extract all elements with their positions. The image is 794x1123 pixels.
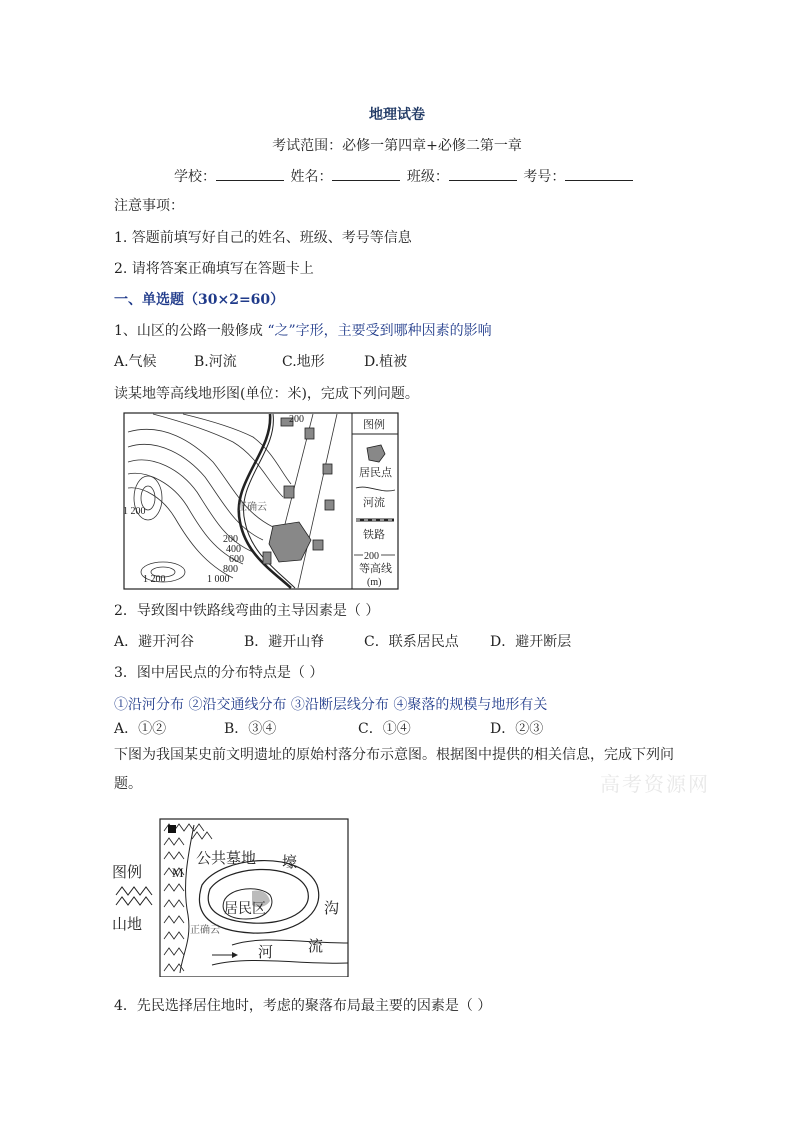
map-1-intro: 读某地等高线地形图(单位：米)，完成下列问题。 [114, 386, 419, 402]
contour-label-1200-bottom: 1 200 [143, 574, 166, 585]
contour-label-1000: 1 000 [207, 574, 230, 585]
legend-unit: (m) [367, 577, 382, 588]
contour-label-800: 800 [223, 564, 238, 575]
contour-label-200-top: 200 [289, 414, 304, 425]
question-3-statements: ①沿河分布 ②沿交通线分布 ③沿断层线分布 ④聚落的规模与地形有关 [114, 697, 548, 713]
legend-contour: 等高线 [359, 563, 392, 575]
moat-label-hao: 壕 [282, 855, 298, 871]
moat-label-gou: 沟 [324, 901, 340, 917]
settlement-map [112, 815, 352, 977]
question-3-option-d[interactable]: D．②③ [490, 721, 544, 737]
river-label-liu: 流 [308, 939, 324, 955]
question-2-option-d[interactable]: D．避开断层 [490, 634, 572, 650]
question-2-stem: 2．导致图中铁路线弯曲的主导因素是（ ） [114, 603, 380, 619]
contour-label-1200-left: 1 200 [123, 506, 146, 517]
exam-title: 地理试卷 [369, 107, 425, 123]
square-marker [168, 825, 176, 833]
map-2-legend-mountain: 山地 [112, 917, 143, 933]
notes-heading: 注意事项： [114, 198, 184, 214]
question-2-option-c[interactable]: C．联系居民点 [364, 634, 459, 650]
name-blank[interactable] [332, 168, 400, 181]
question-3-option-b[interactable]: B．③④ [224, 721, 277, 737]
cemetery-label: 公共墓地 [196, 851, 257, 867]
mountain-legend-icon [116, 887, 152, 895]
question-2-option-b[interactable]: B．避开山脊 [244, 634, 325, 650]
legend-settlement: 居民点 [359, 467, 392, 479]
school-label: 学校： [174, 169, 216, 185]
legend-contour-value: 200 [364, 551, 379, 562]
residential-label: 居民区 [224, 902, 266, 917]
map-2-watermark: 正确云 [190, 925, 220, 936]
question-2-option-a[interactable]: A．避开河谷 [114, 634, 195, 650]
map-1-watermark: 正确云 [237, 502, 267, 513]
map-2-legend [112, 864, 152, 933]
exam-scope: 考试范围：必修一第四章+必修二第一章 [272, 138, 522, 154]
legend-railway: 铁路 [363, 529, 385, 541]
name-label: 姓名： [290, 169, 333, 185]
legend-title: 图例 [363, 419, 385, 431]
note-item-2: 2. 请将答案正确填写在答题卡上 [114, 261, 314, 277]
question-3-stem: 3．图中居民点的分布特点是（ ） [114, 665, 324, 681]
contour-label-200: 200 [223, 534, 238, 545]
class-label: 班级： [406, 169, 449, 185]
question-1-stem [114, 322, 492, 340]
question-3-option-c[interactable]: C．①④ [358, 721, 411, 737]
question-3-option-a[interactable]: A．①② [114, 721, 167, 737]
question-1-option-a[interactable]: A.气候 [114, 354, 157, 370]
student-info-row [174, 166, 635, 186]
exam-number-label: 考号： [523, 169, 566, 185]
question-1-option-c[interactable]: C.地形 [282, 354, 325, 370]
section-title: 一、单选题（30×2=60） [114, 292, 285, 308]
map-2-intro-line-1: 下图为我国某史前文明遗址的原始村落分布示意图。根据图中提供的相关信息，完成下列问 [114, 747, 674, 763]
contour-label-600: 600 [229, 554, 244, 565]
exam-number-blank[interactable] [565, 168, 633, 181]
map-2-intro-line-2: 题。 [114, 776, 142, 792]
contour-map [123, 412, 399, 590]
school-blank[interactable] [216, 168, 284, 181]
legend-river: 河流 [363, 497, 385, 509]
question-1-prefix: 1、山区的公路一般修成 [114, 323, 263, 339]
question-1-option-d[interactable]: D.植被 [364, 354, 408, 370]
contour-label-400: 400 [226, 544, 241, 555]
map-2-legend-title: 图例 [112, 865, 143, 881]
river-label-he: 河 [258, 945, 274, 961]
question-1-option-b[interactable]: B.河流 [194, 354, 237, 370]
class-blank[interactable] [449, 168, 517, 181]
question-1-highlight: “之”字形，主要受到哪种因素的影响 [262, 323, 492, 339]
page-watermark: 高考资源网 [600, 772, 710, 796]
question-4-stem: 4．先民选择居住地时，考虑的聚落布局最主要的因素是（ ） [114, 998, 492, 1014]
m-label: M [172, 865, 184, 880]
note-item-1: 1. 答题前填写好自己的姓名、班级、考号等信息 [114, 230, 412, 246]
